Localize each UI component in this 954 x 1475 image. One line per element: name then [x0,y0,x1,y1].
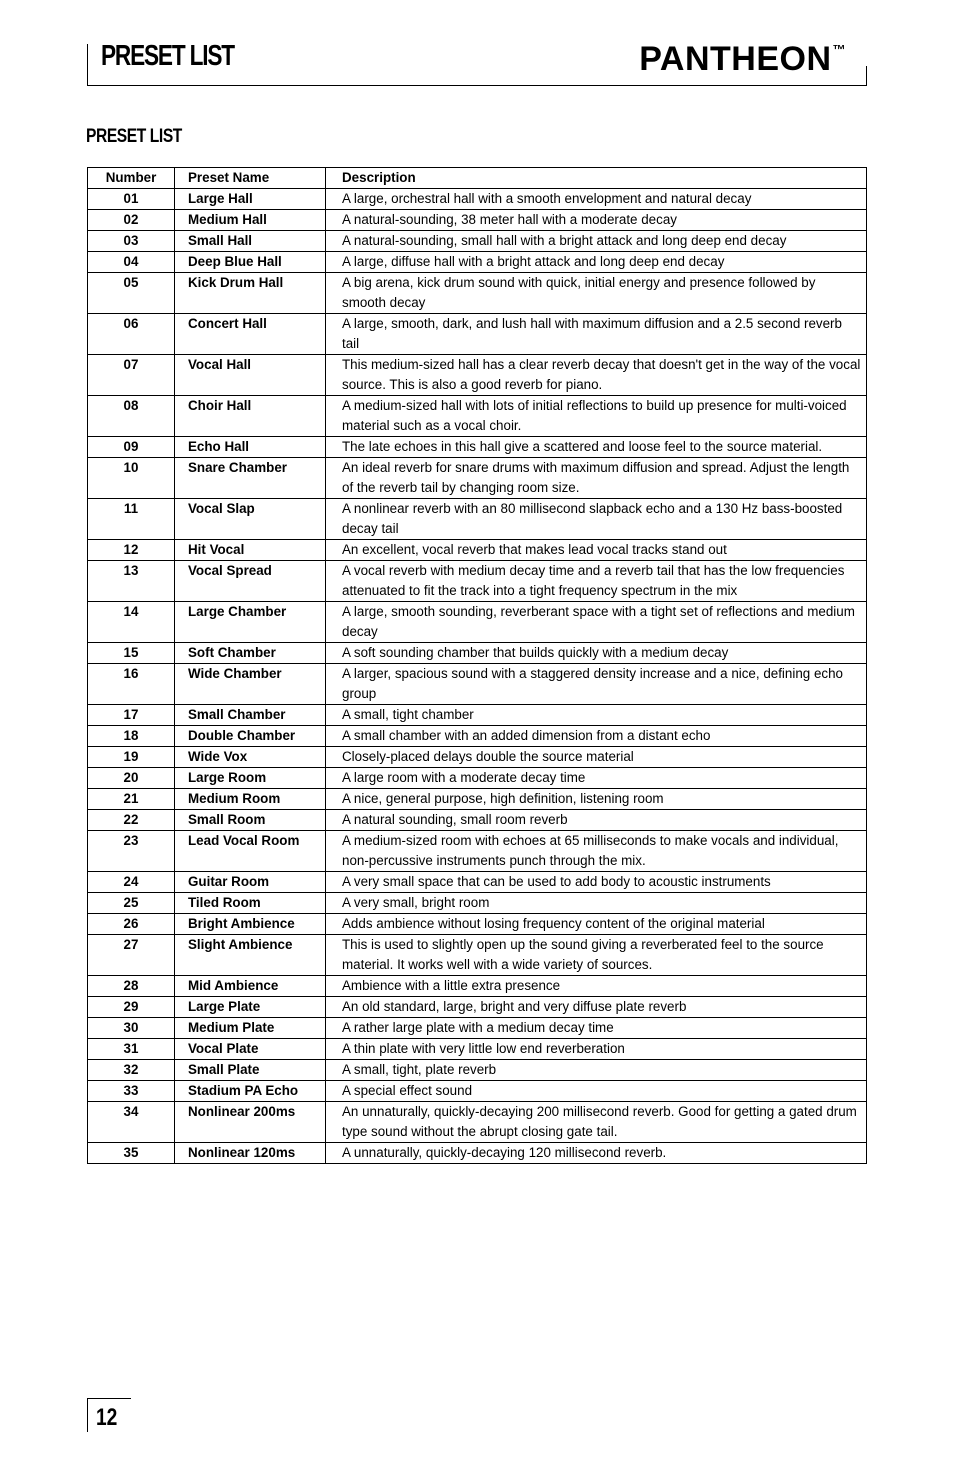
preset-number: 35 [88,1143,175,1164]
preset-name: Medium Hall [175,210,326,231]
preset-name: Double Chamber [175,726,326,747]
preset-name: Wide Chamber [175,664,326,705]
preset-name: Soft Chamber [175,643,326,664]
preset-number: 03 [88,231,175,252]
preset-description: This medium-sized hall has a clear reverb decay that doesn't get in the way of the vocal source. This is also a good reverb for piano. [326,355,867,396]
table-row [88,935,867,976]
preset-number: 31 [88,1039,175,1060]
preset-name: Deep Blue Hall [175,252,326,273]
preset-description: A large, smooth, dark, and lush hall with maximum diffusion and a 2.5 second reverb tail [326,314,867,355]
preset-name: Small Plate [175,1060,326,1081]
preset-number: 14 [88,602,175,643]
preset-name: Small Hall [175,231,326,252]
table-row [88,499,867,540]
table-row [88,1039,867,1060]
preset-name: Vocal Slap [175,499,326,540]
brand-logo [639,40,846,79]
table-row [88,231,867,252]
preset-description: A very small space that can be used to add body to acoustic instruments [326,872,867,893]
preset-number: 16 [88,664,175,705]
preset-description: A big arena, kick drum sound with quick, initial energy and presence followed by smooth decay [326,273,867,314]
footer-left-rule [87,1398,88,1432]
preset-description: A special effect sound [326,1081,867,1102]
table-row [88,273,867,314]
preset-name: Slight Ambience [175,935,326,976]
preset-name: Snare Chamber [175,458,326,499]
table-row [88,893,867,914]
preset-name: Large Room [175,768,326,789]
preset-description: An excellent, vocal reverb that makes lead vocal tracks stand out [326,540,867,561]
preset-description: A large room with a moderate decay time [326,768,867,789]
preset-description: A small, tight, plate reverb [326,1060,867,1081]
table-row [88,705,867,726]
preset-number: 28 [88,976,175,997]
preset-description: A medium-sized room with echoes at 65 milliseconds to make vocals and individual, non-percussive instruments punch through the mix. [326,831,867,872]
preset-name: Guitar Room [175,872,326,893]
preset-name: Nonlinear 120ms [175,1143,326,1164]
preset-description: A large, orchestral hall with a smooth envelopment and natural decay [326,189,867,210]
table-row [88,458,867,499]
preset-description: A soft sounding chamber that builds quickly with a medium decay [326,643,867,664]
preset-number: 24 [88,872,175,893]
preset-number: 21 [88,789,175,810]
preset-name: Large Hall [175,189,326,210]
preset-description: A unnaturally, quickly-decaying 120 millisecond reverb. [326,1143,867,1164]
preset-name: Small Chamber [175,705,326,726]
table-row [88,747,867,768]
header-right-rule [866,66,867,86]
table-row [88,252,867,273]
trademark-symbol: ™ [832,42,846,57]
footer-top-rule [87,1398,131,1399]
preset-number: 10 [88,458,175,499]
preset-number: 32 [88,1060,175,1081]
preset-description: A small, tight chamber [326,705,867,726]
preset-number: 26 [88,914,175,935]
preset-number: 09 [88,437,175,458]
table-row [88,1102,867,1143]
table-row [88,664,867,705]
preset-name: Kick Drum Hall [175,273,326,314]
table-row [88,768,867,789]
column-header-number: Number [88,168,175,189]
header-left-rule [87,44,88,86]
preset-name: Vocal Plate [175,1039,326,1060]
header-bottom-rule [87,85,867,86]
table-row [88,314,867,355]
table-row [88,210,867,231]
preset-description: A larger, spacious sound with a staggered density increase and a nice, defining echo group [326,664,867,705]
table-row [88,726,867,747]
table-row [88,437,867,458]
brand-name: PANTHEON [639,40,832,78]
table-row [88,602,867,643]
preset-number: 25 [88,893,175,914]
page-title: PRESET LIST [86,126,182,147]
preset-description: Ambience with a little extra presence [326,976,867,997]
table-row [88,789,867,810]
preset-description: A natural sounding, small room reverb [326,810,867,831]
preset-description: A medium-sized hall with lots of initial reflections to build up presence for multi-voiced material such as a vocal choir. [326,396,867,437]
preset-number: 18 [88,726,175,747]
preset-name: Hit Vocal [175,540,326,561]
preset-number: 08 [88,396,175,437]
preset-description: A nonlinear reverb with an 80 millisecond slapback echo and a 130 Hz bass-boosted decay tail [326,499,867,540]
preset-number: 30 [88,1018,175,1039]
table-row [88,831,867,872]
table-row [88,1143,867,1164]
preset-name: Mid Ambience [175,976,326,997]
preset-description: A large, smooth sounding, reverberant space with a tight set of reflections and medium decay [326,602,867,643]
preset-name: Tiled Room [175,893,326,914]
preset-number: 01 [88,189,175,210]
table-row [88,872,867,893]
preset-description: A nice, general purpose, high definition, listening room [326,789,867,810]
preset-description: A natural-sounding, 38 meter hall with a moderate decay [326,210,867,231]
column-header-preset-name: Preset Name [175,168,326,189]
preset-name: Bright Ambience [175,914,326,935]
preset-number: 19 [88,747,175,768]
preset-name: Medium Plate [175,1018,326,1039]
preset-name: Large Plate [175,997,326,1018]
table-row [88,561,867,602]
header-section-title: PRESET LIST [101,40,234,72]
preset-description: Closely-placed delays double the source material [326,747,867,768]
preset-name: Large Chamber [175,602,326,643]
preset-description: A large, diffuse hall with a bright attack and long deep end decay [326,252,867,273]
preset-description: An unnaturally, quickly-decaying 200 millisecond reverb. Good for getting a gated drum type sound without the abrupt closing gate tail. [326,1102,867,1143]
preset-number: 11 [88,499,175,540]
preset-name: Small Room [175,810,326,831]
preset-description: A small chamber with an added dimension from a distant echo [326,726,867,747]
preset-number: 12 [88,540,175,561]
preset-number: 20 [88,768,175,789]
preset-number: 04 [88,252,175,273]
preset-name: Concert Hall [175,314,326,355]
preset-name: Echo Hall [175,437,326,458]
table-row [88,643,867,664]
preset-number: 06 [88,314,175,355]
preset-table-body [88,189,867,1164]
preset-number: 29 [88,997,175,1018]
preset-number: 34 [88,1102,175,1143]
preset-number: 07 [88,355,175,396]
preset-description: A very small, bright room [326,893,867,914]
table-row [88,810,867,831]
preset-table [87,167,867,1164]
table-row [88,355,867,396]
preset-description: A vocal reverb with medium decay time and a reverb tail that has the low frequencies attenuated to fit the track into a tight frequency spectrum in the mix [326,561,867,602]
column-header-description: Description [326,168,867,189]
preset-name: Vocal Hall [175,355,326,396]
preset-number: 23 [88,831,175,872]
preset-number: 27 [88,935,175,976]
preset-description: A rather large plate with a medium decay time [326,1018,867,1039]
preset-number: 17 [88,705,175,726]
preset-name: Medium Room [175,789,326,810]
preset-number: 13 [88,561,175,602]
preset-description: This is used to slightly open up the sound giving a reverberated feel to the source material. It works well with a wide variety of sources. [326,935,867,976]
preset-description: An ideal reverb for snare drums with maximum diffusion and spread. Adjust the length of the reverb tail by changing room size. [326,458,867,499]
preset-name: Stadium PA Echo [175,1081,326,1102]
preset-description: A natural-sounding, small hall with a bright attack and long deep end decay [326,231,867,252]
preset-number: 05 [88,273,175,314]
table-row [88,914,867,935]
table-row [88,1081,867,1102]
table-row [88,1060,867,1081]
page-number: 12 [96,1404,118,1431]
preset-description: Adds ambience without losing frequency content of the original material [326,914,867,935]
table-row [88,997,867,1018]
preset-name: Choir Hall [175,396,326,437]
preset-name: Nonlinear 200ms [175,1102,326,1143]
preset-description: An old standard, large, bright and very diffuse plate reverb [326,997,867,1018]
table-row [88,976,867,997]
preset-number: 15 [88,643,175,664]
preset-description: The late echoes in this hall give a scattered and loose feel to the source material. [326,437,867,458]
preset-name: Wide Vox [175,747,326,768]
table-row [88,540,867,561]
preset-number: 22 [88,810,175,831]
preset-description: A thin plate with very little low end reverberation [326,1039,867,1060]
preset-name: Lead Vocal Room [175,831,326,872]
table-row [88,396,867,437]
table-header-row [88,168,867,189]
preset-name: Vocal Spread [175,561,326,602]
preset-number: 02 [88,210,175,231]
table-row [88,1018,867,1039]
preset-number: 33 [88,1081,175,1102]
table-row [88,189,867,210]
